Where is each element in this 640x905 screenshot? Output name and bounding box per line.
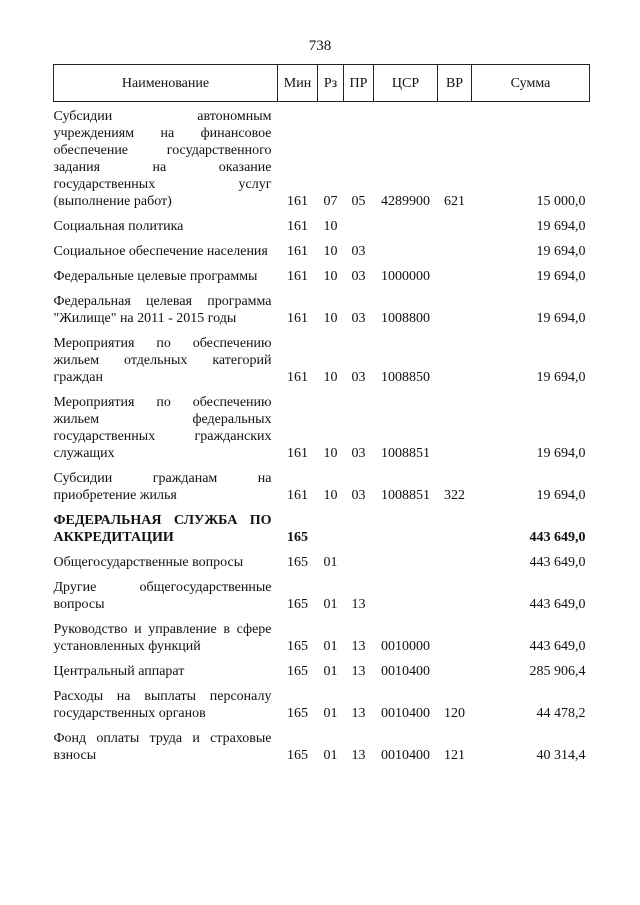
cell-rz: [318, 512, 344, 546]
cell-sum: 285 906,4: [529, 664, 586, 679]
cell-name: ФЕДЕРАЛЬНАЯ СЛУЖБА ПО АККРЕДИТАЦИИ: [53, 513, 272, 545]
cell-csr: 1000000: [381, 269, 430, 284]
cell-sum: 40 314,4: [536, 748, 586, 763]
cell-pr: 05: [351, 194, 366, 209]
cell-min: 161: [287, 370, 308, 385]
row-spacer: [54, 546, 590, 554]
cell-min: 161: [287, 194, 308, 209]
cell-csr: [374, 579, 438, 613]
cell-name: Другие общегосударственные вопросы: [53, 580, 272, 612]
cell-min: 165: [287, 664, 308, 679]
cell-rz: 10: [323, 311, 338, 326]
table-row: [54, 470, 590, 504]
cell-vr: [438, 218, 472, 235]
table-row: [54, 335, 590, 386]
cell-csr: [374, 512, 438, 546]
cell-min: 165: [287, 748, 308, 763]
cell-min: 165: [287, 639, 308, 654]
table-row: [54, 663, 590, 680]
cell-vr: 621: [444, 194, 465, 209]
row-spacer: [54, 260, 590, 268]
cell-min: 161: [287, 311, 308, 326]
table-row: [54, 243, 590, 260]
table-row: [54, 512, 590, 546]
cell-vr: 120: [444, 706, 465, 721]
cell-sum: 15 000,0: [536, 194, 586, 209]
cell-vr: [438, 335, 472, 386]
cell-vr: 322: [444, 488, 465, 503]
cell-csr: 1008851: [381, 488, 430, 503]
cell-csr: 1008851: [381, 446, 430, 461]
table-row: [54, 730, 590, 764]
cell-pr: [344, 512, 374, 546]
header-rz: Рз: [318, 65, 344, 102]
cell-name: Расходы на выплаты персоналу государственных органов: [53, 689, 272, 721]
header-name: Наименование: [54, 65, 278, 102]
header-csr: ЦСР: [374, 65, 438, 102]
cell-rz: 01: [323, 748, 338, 763]
cell-csr: [374, 218, 438, 235]
cell-sum: 19 694,0: [536, 488, 586, 503]
cell-pr: 03: [351, 370, 366, 385]
table-row: [54, 268, 590, 285]
cell-min: 161: [287, 244, 308, 259]
cell-sum: 19 694,0: [536, 269, 586, 284]
cell-name: Федеральная целевая программа "Жилище" на 2011 - 2015 годы: [53, 294, 272, 326]
cell-pr: 03: [351, 311, 366, 326]
cell-csr: [374, 243, 438, 260]
cell-rz: 01: [323, 664, 338, 679]
cell-pr: 03: [351, 446, 366, 461]
cell-sum: 19 694,0: [536, 311, 586, 326]
cell-name: Социальное обеспечение населения: [53, 244, 268, 259]
cell-vr: [438, 512, 472, 546]
cell-rz: 07: [323, 194, 338, 209]
row-spacer: [54, 462, 590, 470]
cell-min: 161: [287, 488, 308, 503]
cell-name: Общегосударственные вопросы: [53, 555, 244, 570]
cell-min: 165: [287, 555, 308, 570]
cell-name: Руководство и управление в сфере установленных функций: [53, 622, 272, 654]
table-row: [54, 218, 590, 235]
row-spacer: [54, 655, 590, 663]
cell-pr: 03: [351, 488, 366, 503]
cell-csr: 0010000: [381, 639, 430, 654]
cell-vr: 121: [444, 748, 465, 763]
table-row: [54, 394, 590, 462]
cell-csr: 0010400: [381, 748, 430, 763]
cell-csr: 0010400: [381, 706, 430, 721]
cell-sum: 19 694,0: [536, 244, 586, 259]
cell-rz: 10: [323, 244, 338, 259]
cell-name: Фонд оплаты труда и страховые взносы: [53, 731, 272, 763]
cell-rz: 10: [323, 269, 338, 284]
cell-sum: 19 694,0: [536, 370, 586, 385]
cell-csr: 1008850: [381, 370, 430, 385]
cell-name: Субсидии автономным учреждениям на финансовое обеспечение государственного задания на оказание государственных услуг (выполнение работ): [53, 109, 272, 209]
cell-pr: 13: [351, 664, 366, 679]
cell-min: 161: [287, 219, 308, 234]
cell-min: 161: [287, 269, 308, 284]
cell-vr: [438, 243, 472, 260]
cell-name: Мероприятия по обеспечению жильем федеральных государственных гражданских служащих: [53, 395, 272, 461]
cell-pr: [344, 554, 374, 571]
page-number: 738: [308, 38, 332, 54]
row-spacer: [54, 210, 590, 218]
cell-min: 165: [287, 706, 308, 721]
cell-sum: 19 694,0: [536, 446, 586, 461]
table-row: [54, 293, 590, 327]
table-row: [54, 554, 590, 571]
row-spacer: [54, 235, 590, 243]
cell-sum: 443 649,0: [529, 597, 586, 612]
cell-vr: [438, 579, 472, 613]
cell-rz: 10: [323, 219, 338, 234]
table-row: [54, 688, 590, 722]
cell-rz: 01: [323, 706, 338, 721]
cell-vr: [438, 394, 472, 462]
cell-rz: 01: [323, 555, 338, 570]
row-spacer: [54, 613, 590, 621]
cell-sum: 443 649,0: [529, 639, 586, 654]
cell-sum: 443 649,0: [529, 530, 586, 545]
cell-name: Социальная политика: [53, 219, 184, 234]
cell-pr: 03: [351, 244, 366, 259]
cell-csr: 1008800: [381, 311, 430, 326]
header-min: Мин: [278, 65, 318, 102]
row-spacer: [54, 680, 590, 688]
cell-vr: [438, 293, 472, 327]
cell-vr: [438, 621, 472, 655]
row-spacer: [54, 327, 590, 335]
cell-name: Федеральные целевые программы: [53, 269, 258, 284]
cell-pr: [344, 218, 374, 235]
row-spacer: [54, 285, 590, 293]
cell-csr: 0010400: [381, 664, 430, 679]
cell-name: Мероприятия по обеспечению жильем отдельных категорий граждан: [53, 336, 272, 385]
cell-vr: [438, 663, 472, 680]
cell-min: 165: [287, 530, 308, 545]
table-row: [54, 621, 590, 655]
cell-rz: 10: [323, 446, 338, 461]
cell-min: 165: [287, 597, 308, 612]
row-spacer: [54, 386, 590, 394]
cell-name: Центральный аппарат: [53, 664, 185, 679]
cell-pr: 13: [351, 597, 366, 612]
cell-rz: 10: [323, 488, 338, 503]
cell-sum: 44 478,2: [536, 706, 586, 721]
cell-pr: 03: [351, 269, 366, 284]
table-row: [54, 108, 590, 210]
budget-table: [53, 64, 590, 764]
cell-pr: 13: [351, 748, 366, 763]
row-spacer: [54, 504, 590, 512]
header-sum: Сумма: [472, 65, 590, 102]
cell-pr: 13: [351, 639, 366, 654]
row-spacer: [54, 722, 590, 730]
cell-csr: [374, 554, 438, 571]
header-vr: ВР: [438, 65, 472, 102]
cell-vr: [438, 554, 472, 571]
cell-pr: 13: [351, 706, 366, 721]
cell-rz: 01: [323, 639, 338, 654]
header-pr: ПР: [344, 65, 374, 102]
cell-rz: 10: [323, 370, 338, 385]
cell-min: 161: [287, 446, 308, 461]
cell-sum: 443 649,0: [529, 555, 586, 570]
cell-vr: [438, 268, 472, 285]
cell-sum: 19 694,0: [536, 219, 586, 234]
table-body: [54, 102, 590, 765]
table-row: [54, 579, 590, 613]
table-header-row: [54, 65, 590, 102]
row-spacer: [54, 571, 590, 579]
cell-name: Субсидии гражданам на приобретение жилья: [53, 471, 272, 503]
cell-rz: 01: [323, 597, 338, 612]
cell-csr: 4289900: [381, 194, 430, 209]
